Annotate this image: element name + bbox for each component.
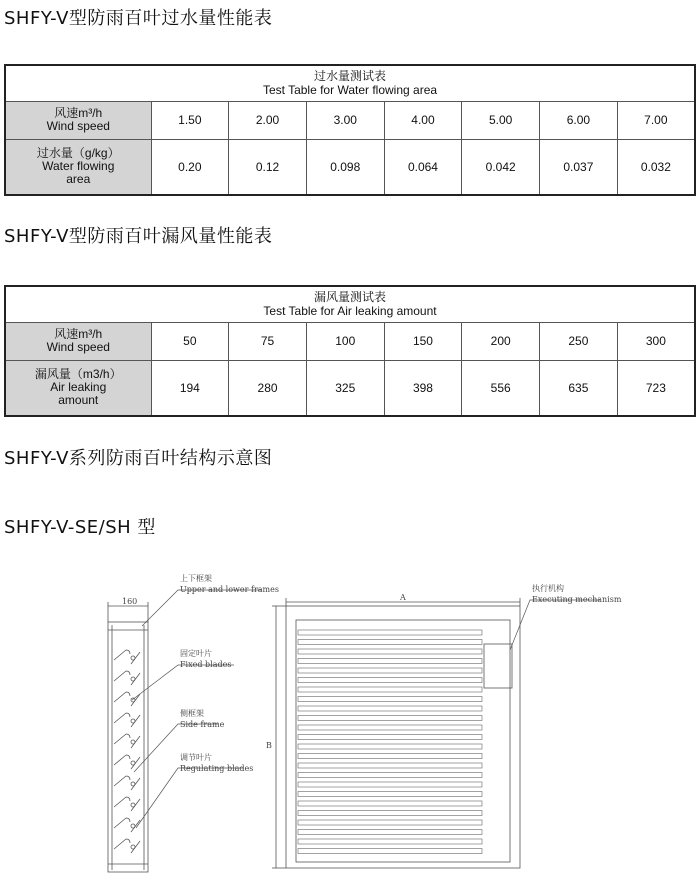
- louver-slat: [298, 716, 482, 721]
- table-row: [5, 322, 695, 360]
- table-cell: 0.037: [540, 139, 618, 195]
- table-cell: 250: [540, 322, 618, 360]
- dimension-height-label: B: [266, 741, 272, 750]
- louver-slat: [298, 697, 482, 702]
- louver-slat: [298, 649, 482, 654]
- louver-slat: [298, 811, 482, 816]
- table-cell: 0.032: [617, 139, 695, 195]
- wind-speed-label-en: Wind speed: [46, 340, 110, 354]
- regulating-blades-label-cn: 调节叶片: [180, 753, 212, 762]
- water-flow-label: [5, 139, 151, 195]
- fixed-blade: [114, 839, 130, 849]
- louver-slat: [298, 839, 482, 844]
- table-cell: 194: [151, 360, 229, 416]
- louver-slat: [298, 687, 482, 692]
- executing-mechanism-label-en: Executing mechanism: [532, 595, 622, 604]
- louver-slat: [298, 820, 482, 825]
- louver-slats: [298, 630, 482, 854]
- air-leak-label-en-2: amount: [58, 393, 99, 408]
- regulating-blade: [131, 673, 140, 685]
- frames-label-cn: 上下框架: [180, 574, 212, 583]
- table-cell: 1.50: [151, 101, 229, 139]
- louver-slat: [298, 706, 482, 711]
- fixed-blade: [114, 818, 130, 828]
- table-cell: 280: [229, 360, 307, 416]
- fixed-blades-label-en: Fixed blades: [180, 660, 232, 669]
- air-table-title-en: Test Table for Air leaking amount: [263, 304, 437, 319]
- table-cell: 0.20: [151, 139, 229, 195]
- wind-speed-label: [5, 322, 151, 360]
- executing-mechanism-label-cn: 执行机构: [532, 584, 564, 593]
- louver-slat: [298, 630, 482, 635]
- fixed-blade: [114, 713, 130, 723]
- louver-slat: [298, 773, 482, 778]
- table-cell: 3.00: [306, 101, 384, 139]
- table-cell: 50: [151, 322, 229, 360]
- table-cell: 5.00: [462, 101, 540, 139]
- regulating-blade: [131, 715, 140, 727]
- louver-structure-diagram: [0, 555, 700, 874]
- louver-slat: [298, 849, 482, 854]
- fixed-blade: [114, 671, 130, 681]
- water-flow-label-en: Water flowing: [42, 159, 115, 174]
- dimension-width-label: A: [400, 593, 406, 602]
- regulating-blade: [131, 841, 140, 853]
- wind-speed-label-cn: 风速m³/h: [54, 327, 103, 341]
- table-cell: 4.00: [384, 101, 462, 139]
- table-cell: 300: [617, 322, 695, 360]
- fixed-blades-label-cn: 固定叶片: [180, 649, 212, 658]
- leader-line: [136, 768, 244, 828]
- louver-slat: [298, 792, 482, 797]
- regulating-blade: [131, 799, 140, 811]
- table-cell: 200: [462, 322, 540, 360]
- dimension-depth-label: 160: [122, 597, 138, 606]
- table-cell: 0.12: [229, 139, 307, 195]
- louver-slat: [298, 763, 482, 768]
- wind-speed-label-cn: 风速m³/h: [54, 106, 103, 120]
- wind-speed-label: [5, 101, 151, 139]
- regulating-blade: [131, 736, 140, 748]
- air-table-heading: SHFY-V型防雨百叶漏风量性能表: [4, 226, 273, 247]
- water-table-title-cn: 过水量测试表: [313, 69, 386, 84]
- leader-line: [142, 590, 262, 626]
- regulating-blade: [131, 820, 140, 832]
- table-cell: 723: [617, 360, 695, 416]
- air-table-title: [5, 286, 695, 322]
- fixed-blade: [114, 776, 130, 786]
- leader-line: [510, 600, 600, 650]
- louver-slat: [298, 725, 482, 730]
- model-heading: SHFY-V-SE/SH 型: [4, 517, 156, 538]
- blade-group: [114, 650, 140, 853]
- air-leak-label: [5, 360, 151, 416]
- table-cell: 100: [306, 322, 384, 360]
- frames-label-en: Upper and lower frames: [180, 585, 279, 594]
- water-table-heading: SHFY-V型防雨百叶过水量性能表: [4, 8, 273, 29]
- fixed-blade: [114, 797, 130, 807]
- front-inner-frame: [296, 620, 510, 862]
- air-leak-label-cn: 漏风量（m3/h）: [34, 367, 122, 382]
- table-cell: 0.064: [384, 139, 462, 195]
- water-flow-label-en-2: area: [66, 172, 91, 187]
- fixed-blade: [114, 692, 130, 702]
- louver-slat: [298, 735, 482, 740]
- louver-slat: [298, 754, 482, 759]
- louver-slat: [298, 801, 482, 806]
- table-cell: 398: [384, 360, 462, 416]
- louver-slat: [298, 830, 482, 835]
- louver-slat: [298, 640, 482, 645]
- front-outer-frame: [286, 606, 520, 868]
- side-frame-label-cn: 侧框架: [180, 709, 204, 718]
- table-cell: 2.00: [229, 101, 307, 139]
- air-leak-label-en: Air leaking: [50, 380, 107, 395]
- fixed-blade: [114, 755, 130, 765]
- table-cell: 7.00: [617, 101, 695, 139]
- table-row: [5, 139, 695, 195]
- table-cell: 635: [540, 360, 618, 416]
- executing-mechanism-box: [484, 644, 512, 688]
- louver-slat: [298, 782, 482, 787]
- air-table-title-cn: 漏风量测试表: [313, 290, 386, 305]
- table-cell: 325: [306, 360, 384, 416]
- louver-slat: [298, 668, 482, 673]
- regulating-blades-label-en: Regulating blades: [180, 764, 254, 773]
- water-table-title: [5, 65, 695, 101]
- fixed-blade: [114, 734, 130, 744]
- table-row: [5, 360, 695, 416]
- leader-line: [132, 665, 234, 700]
- table-cell: 150: [384, 322, 462, 360]
- table-cell: 556: [462, 360, 540, 416]
- louver-slat: [298, 659, 482, 664]
- wind-speed-label-en: Wind speed: [46, 119, 110, 133]
- side-frame-label-en: Side frame: [180, 720, 225, 729]
- table-cell: 6.00: [540, 101, 618, 139]
- table-cell: 75: [229, 322, 307, 360]
- louver-slat: [298, 744, 482, 749]
- air-leak-table: [4, 285, 696, 417]
- water-flow-label-cn: 过水量（g/kg）: [36, 146, 120, 161]
- table-cell: 0.098: [306, 139, 384, 195]
- louver-slat: [298, 678, 482, 683]
- table-cell: 0.042: [462, 139, 540, 195]
- table-row: [5, 101, 695, 139]
- water-flow-table: [4, 64, 696, 196]
- fixed-blade: [114, 650, 130, 660]
- water-table-title-en: Test Table for Water flowing area: [262, 83, 438, 98]
- regulating-blade: [131, 778, 140, 790]
- regulating-blade: [131, 652, 140, 664]
- structure-heading: SHFY-V系列防雨百叶结构示意图: [4, 448, 273, 469]
